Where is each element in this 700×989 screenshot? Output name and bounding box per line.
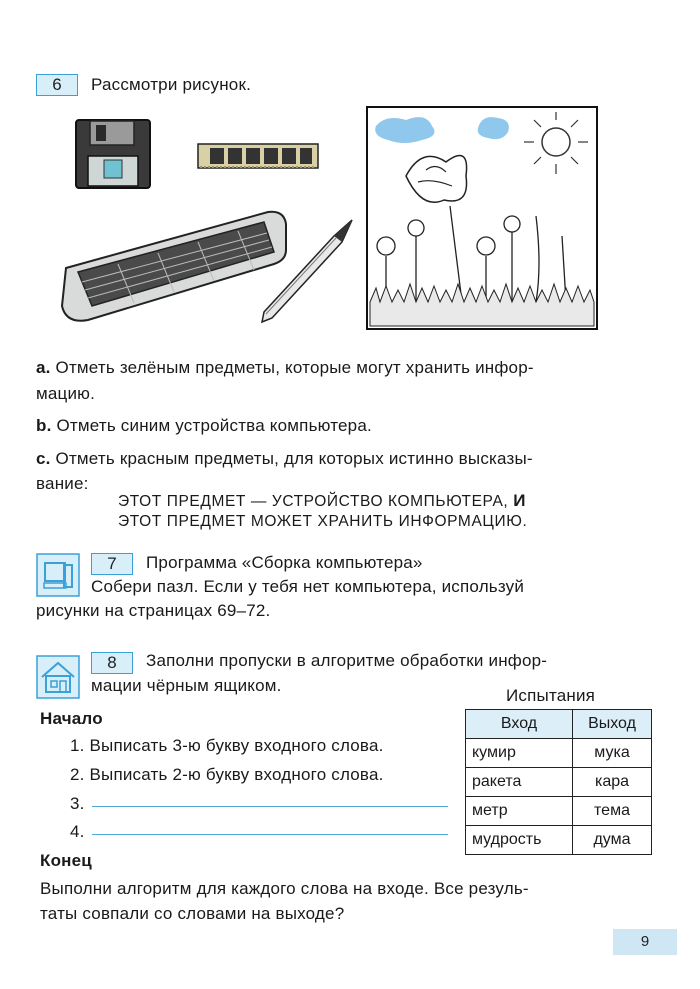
column-header-input: Вход	[466, 710, 573, 739]
task-8-title-line1: Заполни пропуски в алгоритме обработки инфор-	[146, 651, 548, 670]
memory-module-icon	[196, 140, 320, 172]
task-6-item-a-line1	[36, 355, 534, 380]
task-7-title: Программа «Сборка компьютера»	[146, 553, 423, 572]
input-cell: ракета	[466, 768, 573, 797]
task-7-text-line1: Собери пазл. Если у тебя нет компьютера, используй	[91, 577, 525, 596]
tests-table	[465, 709, 652, 855]
task-6-item-a-line2: мацию.	[36, 384, 96, 403]
algorithm-step-4: 4.	[70, 822, 85, 841]
input-cell: метр	[466, 797, 573, 826]
statement-line-2: ЭТОТ ПРЕДМЕТ МОЖЕТ ХРАНИТЬ ИНФОРМАЦИЮ.	[118, 513, 528, 530]
task-7-number: 7	[91, 553, 133, 575]
task-6-item-c-line1	[36, 446, 533, 471]
table-row	[466, 797, 652, 826]
table-caption: Испытания	[506, 686, 596, 705]
item-text: Отметь зелёным предметы, которые могут хранить инфор-	[55, 358, 534, 377]
computer-icon	[36, 553, 80, 597]
table-row	[466, 826, 652, 855]
item-letter: b.	[36, 416, 52, 435]
task-8-number: 8	[91, 652, 133, 674]
output-cell: дума	[573, 826, 652, 855]
step-3-answer-line[interactable]	[92, 806, 448, 807]
algorithm-end: Конец	[40, 851, 92, 870]
statement-line-1	[118, 491, 526, 511]
task-6-item-b	[36, 413, 372, 438]
item-text: Отметь синим устройства компьютера.	[56, 416, 372, 435]
output-cell: кара	[573, 768, 652, 797]
table-header-row	[466, 710, 652, 739]
column-header-output: Выход	[573, 710, 652, 739]
question-line2: таты совпали со словами на выходе?	[40, 904, 345, 923]
table-row	[466, 739, 652, 768]
task-7-text-line2: рисунки на страницах 69–72.	[36, 601, 271, 620]
nature-drawing-icon	[366, 106, 598, 330]
algorithm-step-3: 3.	[70, 794, 85, 813]
task-6-item-c-line2: вание:	[36, 474, 89, 493]
task-6-title: Рассмотри рисунок.	[91, 75, 252, 94]
task-6-number: 6	[36, 74, 78, 96]
question-line1: Выполни алгоритм для каждого слова на входе. Все резуль-	[40, 879, 529, 898]
item-text: Отметь красным предметы, для которых истинно высказы-	[55, 449, 533, 468]
statement-and: И	[513, 491, 527, 510]
page-number: 9	[613, 929, 677, 955]
input-cell: мудрость	[466, 826, 573, 855]
house-icon	[36, 655, 80, 699]
algorithm-step-2: 2. Выписать 2-ю букву входного слова.	[70, 765, 384, 784]
output-cell: мука	[573, 739, 652, 768]
algorithm-step-1: 1. Выписать 3-ю букву входного слова.	[70, 736, 384, 755]
input-cell: кумир	[466, 739, 573, 768]
table-row	[466, 768, 652, 797]
algorithm-begin: Начало	[40, 709, 103, 728]
task-8-title-line2: мации чёрным ящиком.	[91, 676, 282, 695]
step-4-answer-line[interactable]	[92, 834, 448, 835]
pencil-icon	[256, 218, 356, 326]
item-letter: c.	[36, 449, 51, 468]
statement-text: ЭТОТ ПРЕДМЕТ — УСТРОЙСТВО КОМПЬЮТЕРА,	[118, 493, 509, 510]
output-cell: тема	[573, 797, 652, 826]
floppy-disk-icon	[74, 118, 152, 190]
item-letter: a.	[36, 358, 51, 377]
